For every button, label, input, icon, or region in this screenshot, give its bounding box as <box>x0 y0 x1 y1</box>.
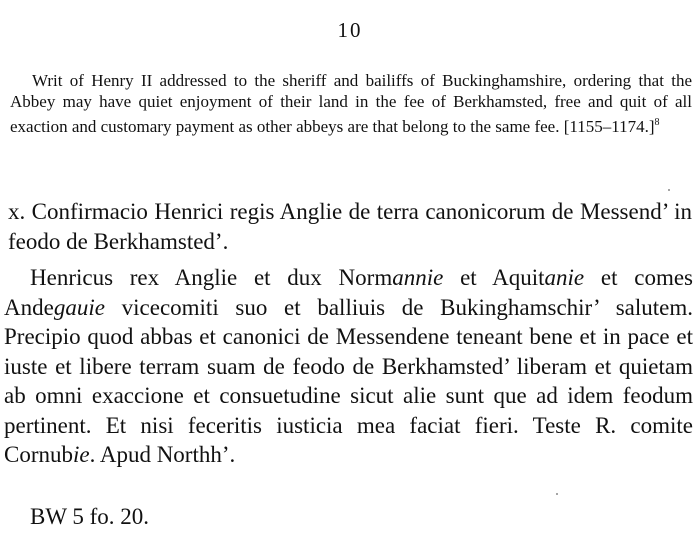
charter-text <box>4 263 693 470</box>
charter-text-italic: anie <box>544 265 585 290</box>
document-summary <box>10 70 692 137</box>
charter-text-part: et comes Ande <box>4 265 694 320</box>
charter-text-part: . Apud Northh’. <box>89 442 236 467</box>
charter-text-italic: annie <box>392 265 444 290</box>
charter-heading: x. Confirmacio Henrici regis Anglie de terra canonicorum de Messend’ in feodo de Berkhamsted’. <box>8 199 692 254</box>
charter-text-italic: gauie <box>53 294 105 320</box>
summary-text: Writ of Henry II addressed to the sheriff and bailiffs of Buckinghamshire, ordering that the Abbey may have quiet enjoyment of their land in the fee of Berkhamsted, free and quit of all exaction and customary payment as other abbeys are that belong to the same fee. [1155–1174.] <box>10 71 692 136</box>
charter-text-italic: ie <box>73 442 90 467</box>
charter-text-part: vicecomiti suo et balliuis de Bukinghamschir’ salutem. Precipio quod abbas et canonici de Messendene teneant bene et in pace et iuste et libere terram suam de feodo de Berkhamsted’ liberam et quietam ab omni exaccione et consuetudine sicut alie sunt que ad idem feodum pertinent. Et nisi feceritis iusticia mea faciat fieri. Teste R. comite Cornub <box>4 294 693 467</box>
source-reference: BW 5 fo. 20. <box>30 504 150 529</box>
footnote-marker: 8 <box>654 117 660 128</box>
charter-text-part: et Aquit <box>443 265 545 290</box>
paper-speck <box>668 189 670 191</box>
charter-text-part: Henricus rex Anglie et dux Norm <box>30 265 393 290</box>
page-number: 10 <box>337 18 363 42</box>
paper-speck <box>556 493 558 495</box>
